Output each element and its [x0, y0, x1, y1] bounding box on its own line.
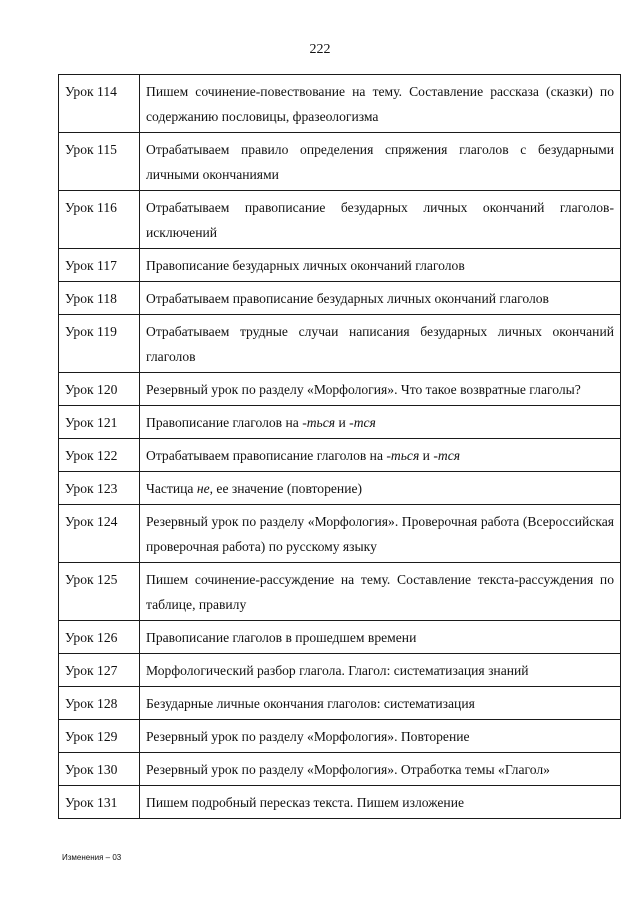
lesson-number: Урок 122: [59, 439, 140, 472]
lesson-number: Урок 123: [59, 472, 140, 505]
lesson-topic: [140, 406, 621, 439]
lesson-table: [58, 74, 621, 819]
lesson-topic: Правописание безударных личных окончаний глаголов: [140, 249, 621, 282]
topic-text: , ее значение (повторение): [209, 481, 363, 496]
table-row: [59, 133, 621, 191]
lesson-topic: Морфологический разбор глагола. Глагол: систематизация знаний: [140, 654, 621, 687]
lesson-topic: Пишем сочинение-рассуждение на тему. Составление текста-рассуждения по таблице, правилу: [140, 563, 621, 621]
lesson-number: Урок 131: [59, 786, 140, 819]
lesson-number: Урок 130: [59, 753, 140, 786]
lesson-number: Урок 114: [59, 75, 140, 133]
table-row: [59, 282, 621, 315]
lesson-number: Урок 124: [59, 505, 140, 563]
table-row: [59, 373, 621, 406]
particle-italic: не: [196, 481, 210, 496]
lesson-number: Урок 115: [59, 133, 140, 191]
suffix-italic: -тся: [433, 448, 461, 463]
lesson-topic: Пишем подробный пересказ текста. Пишем изложение: [140, 786, 621, 819]
topic-text: Правописание глаголов на: [146, 415, 303, 430]
lesson-topic: Отрабатываем правописание безударных личных окончаний глаголов-исключений: [140, 191, 621, 249]
table-row: [59, 654, 621, 687]
table-row: [59, 472, 621, 505]
lesson-topic: [140, 439, 621, 472]
lesson-number: Урок 128: [59, 687, 140, 720]
lesson-number: Урок 120: [59, 373, 140, 406]
lesson-topic: Отрабатываем правописание безударных личных окончаний глаголов: [140, 282, 621, 315]
table-row: [59, 621, 621, 654]
lesson-number: Урок 125: [59, 563, 140, 621]
lesson-topic: Безударные личные окончания глаголов: систематизация: [140, 687, 621, 720]
table-row: [59, 563, 621, 621]
table-row: [59, 249, 621, 282]
topic-text: и: [335, 415, 350, 430]
lesson-number: Урок 127: [59, 654, 140, 687]
page-number: 222: [309, 42, 331, 57]
lesson-number: Урок 117: [59, 249, 140, 282]
lesson-topic: Отрабатываем трудные случаи написания безударных личных окончаний глаголов: [140, 315, 621, 373]
lesson-number: Урок 126: [59, 621, 140, 654]
lesson-number: Урок 119: [59, 315, 140, 373]
table-row: [59, 720, 621, 753]
suffix-italic: -ться: [302, 415, 336, 430]
lesson-number: Урок 116: [59, 191, 140, 249]
lesson-topic: Резервный урок по разделу «Морфология». Повторение: [140, 720, 621, 753]
topic-text: Частица: [146, 481, 197, 496]
lesson-topic: Резервный урок по разделу «Морфология». Проверочная работа (Всероссийская проверочная работа) по русскому языку: [140, 505, 621, 563]
lesson-topic: Пишем сочинение-повествование на тему. Составление рассказа (сказки) по содержанию пословицы, фразеологизма: [140, 75, 621, 133]
table-row: [59, 406, 621, 439]
lesson-topic: Резервный урок по разделу «Морфология». Отработка темы «Глагол»: [140, 753, 621, 786]
footer-revision-note: Изменения – 03: [62, 853, 122, 862]
suffix-italic: -ться: [386, 448, 420, 463]
table-row: [59, 75, 621, 133]
table-row: [59, 191, 621, 249]
suffix-italic: -тся: [349, 415, 376, 430]
lesson-topic: Резервный урок по разделу «Морфология». Что такое возвратные глаголы?: [140, 373, 621, 406]
table-row: [59, 687, 621, 720]
lesson-topic: [140, 472, 621, 505]
table-row: [59, 315, 621, 373]
lesson-topic: Отрабатываем правило определения спряжения глаголов с безударными личными окончаниями: [140, 133, 621, 191]
lesson-topic: Правописание глаголов в прошедшем времени: [140, 621, 621, 654]
table-row: [59, 786, 621, 819]
table-row: [59, 753, 621, 786]
table-row: [59, 439, 621, 472]
lesson-number: Урок 129: [59, 720, 140, 753]
topic-text: Отрабатываем правописание глаголов на: [146, 448, 387, 463]
table-row: [59, 505, 621, 563]
lesson-number: Урок 121: [59, 406, 140, 439]
lesson-number: Урок 118: [59, 282, 140, 315]
topic-text: и: [419, 448, 434, 463]
